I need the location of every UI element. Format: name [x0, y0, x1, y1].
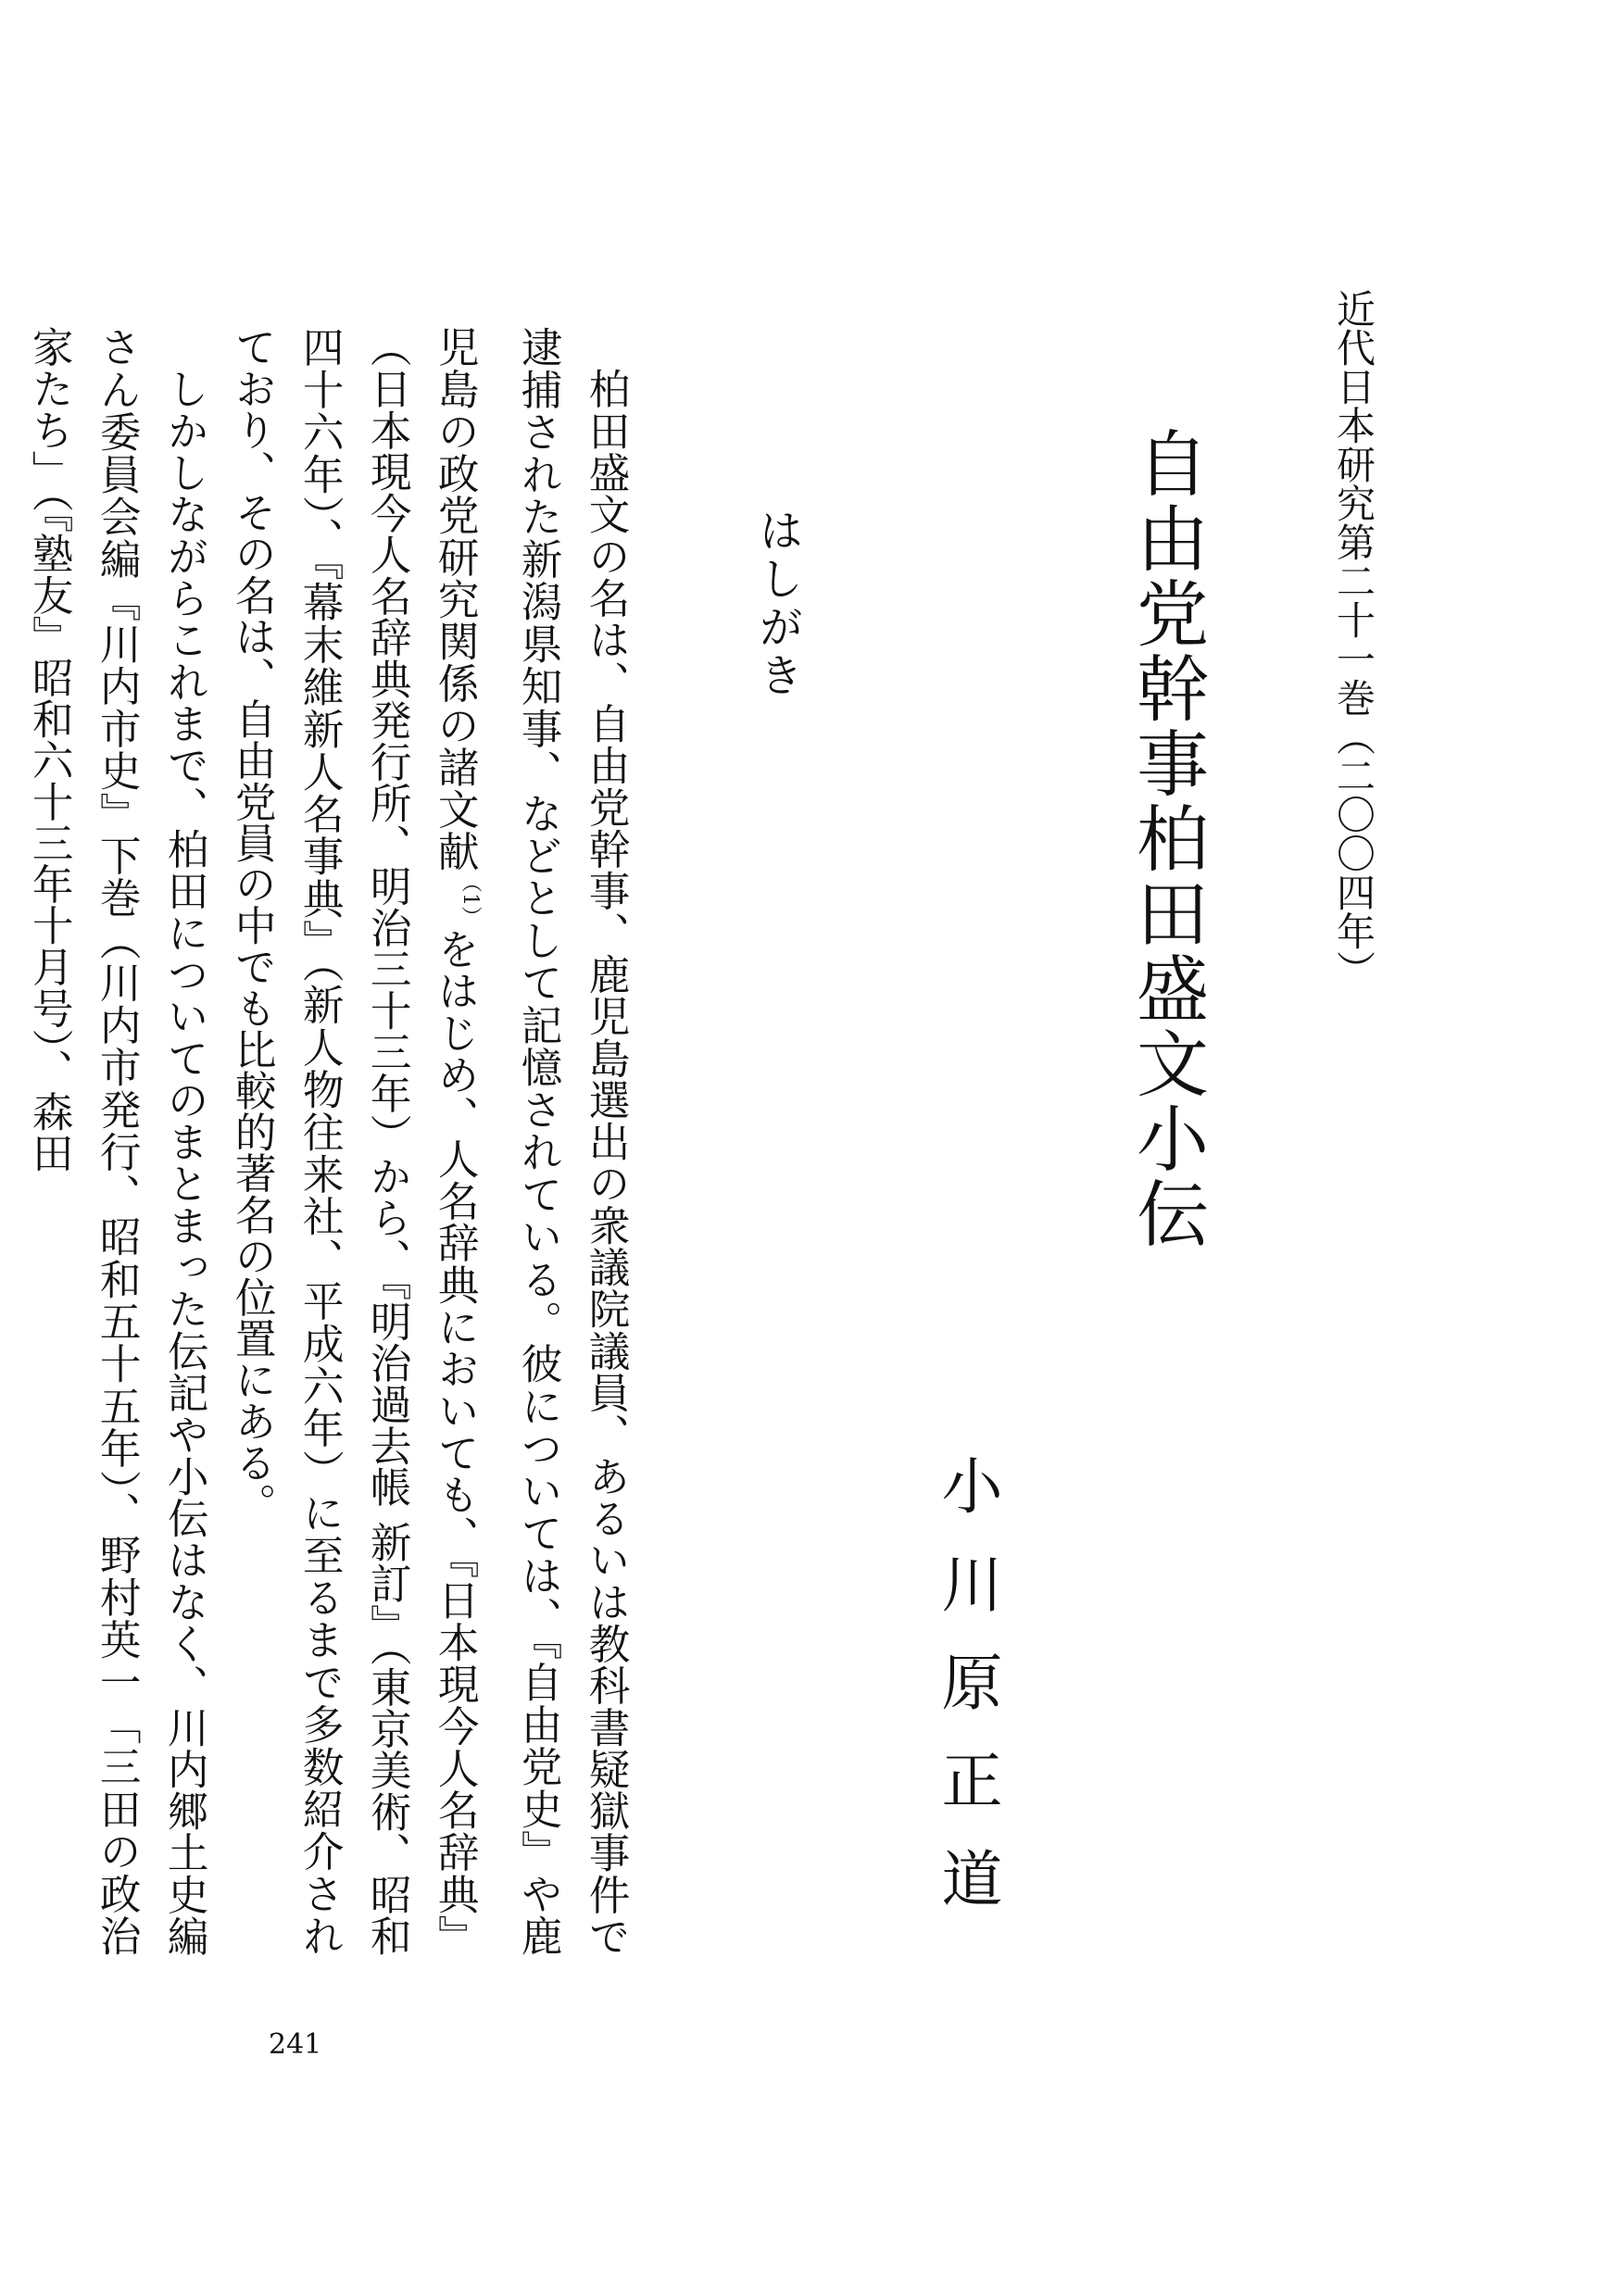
section-heading: はしがき — [751, 508, 803, 700]
paragraph-1-part-b: をはじめ、人名辞典においても、『日本現今人名辞典』（日本現今人名辞典発行所、明治三十三年）から、『明治過去帳 新訂』（東京美術、昭和四十六年）、『幕末維新人名事典』（新人物往来社、平成六年）に至るまで多数紹介されており、その名は、自由党員の中でも比較的著名の位置にある。 — [228, 326, 480, 1956]
paragraph-1-part-a: 柏田盛文の名は、自由党幹事、鹿児島選出の衆議院議員、あるいは教科書疑獄事件で逮捕された新潟県知事、などとして記憶されている。彼については、『自由党史』や鹿児島の政党研究関係の諸文献 — [431, 326, 630, 1956]
body-text — [25, 326, 639, 1956]
page-number: 241 — [269, 2028, 322, 2061]
footnote-marker: （1） — [459, 872, 482, 928]
paragraph-1 — [218, 326, 639, 1956]
article-title: 自由党幹事柏田盛文小伝 — [1125, 426, 1208, 1251]
author-name: 小川原正道 — [931, 1454, 1002, 1945]
journal-header: 近代日本研究第二十一巻（二〇〇四年） — [1331, 289, 1376, 989]
paragraph-2: しかしながらこれまで、柏田についてのまとまった伝記や小伝はなく、川内郷土史編さん委員会編『川内市史』下巻（川内市発行、昭和五十五年）、野村英一「三田の政治家たち」（『塾友』昭和六十三年十月号）、森田 — [25, 326, 209, 1956]
